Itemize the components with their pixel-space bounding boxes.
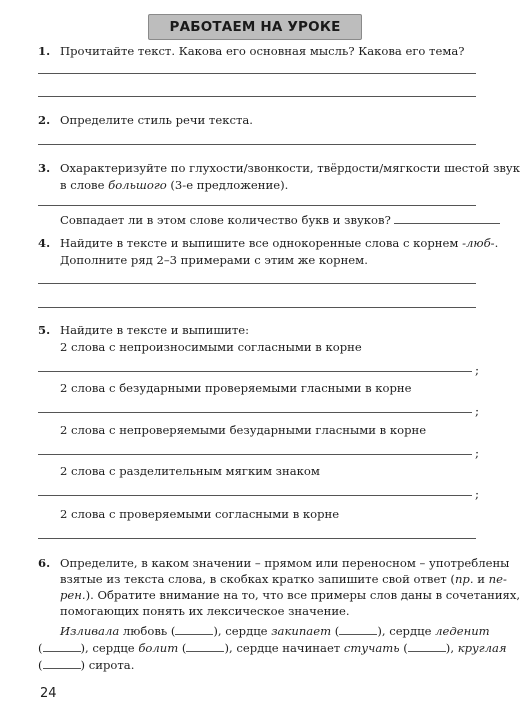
q5-item: 2 слова с непроизносимыми согласными в корне (60, 340, 362, 354)
question-2-text: Определите стиль речи текста. (60, 113, 253, 127)
answer-line[interactable] (38, 73, 476, 74)
target-word: большого (108, 178, 167, 192)
root-morpheme: -люб- (462, 236, 495, 250)
q5-item: 2 слова с безударными проверяемыми гласными в корне (60, 381, 412, 395)
answer-blank[interactable] (43, 658, 81, 669)
answer-blank[interactable] (408, 641, 446, 652)
semicolon: ; (475, 487, 480, 501)
example-line-3: ( ) сирота. (38, 658, 135, 672)
q5-item: 2 слова с проверяемыми согласными в корне (60, 507, 340, 521)
question-6-line-2: взятые из текста слова, в скобках кратко запишите свой ответ (пр. и пе- (60, 572, 507, 586)
question-3-line-2: в слове большого (3-е предложение). (60, 178, 289, 192)
q5-item: 2 слова с непроверяемыми безударными гласными в корне (60, 423, 427, 437)
answer-line[interactable] (38, 495, 472, 496)
answer-blank[interactable] (175, 624, 213, 635)
answer-line[interactable] (38, 144, 476, 145)
question-1-number: 1. (38, 44, 51, 58)
section-title: РАБОТАЕМ НА УРОКЕ (169, 19, 341, 35)
question-4-line-1: Найдите в тексте и выпишите все однокоренные слова с корнем -люб-. (60, 236, 499, 250)
question-5-intro: Найдите в тексте и выпишите: (60, 323, 250, 337)
answer-line[interactable] (38, 307, 476, 308)
question-2-number: 2. (38, 113, 51, 127)
answer-line[interactable] (38, 205, 476, 206)
answer-blank[interactable] (186, 641, 224, 652)
q5-item: 2 слова с разделительным мягким знаком (60, 464, 320, 478)
answer-line[interactable] (38, 454, 472, 455)
semicolon: ; (475, 363, 480, 377)
question-3-line-1: Охарактеризуйте по глухости/звонкости, твёрдости/мягкости шестой звук (60, 161, 520, 175)
answer-blank[interactable] (339, 624, 377, 635)
question-5-number: 5. (38, 323, 51, 337)
answer-line[interactable] (38, 371, 472, 372)
question-6-line-1: Определите, в каком значении – прямом или переносном – употреблены (60, 556, 510, 570)
answer-line[interactable] (38, 96, 476, 97)
example-line-1: Изливала любовь ( ), сердце закипает ( ), сердце леденит (60, 624, 490, 638)
section-header (148, 14, 362, 40)
example-line-2: ( ), сердце болит ( ), сердце начинает стучать ( ), круглая (38, 641, 507, 655)
question-6-line-3: рен.). Обратите внимание на то, что все примеры слов даны в сочетаниях, (60, 588, 520, 602)
page-number: 24 (40, 686, 57, 701)
answer-line[interactable] (38, 283, 476, 284)
question-6-line-4: помогающих понять их лексическое значение. (60, 604, 350, 618)
question-3-sub: Совпадает ли в этом слове количество букв и звуков? (60, 212, 500, 228)
answer-blank[interactable] (43, 641, 81, 652)
answer-line[interactable] (38, 412, 472, 413)
semicolon: ; (475, 404, 480, 418)
question-3-number: 3. (38, 161, 51, 175)
question-4-line-2: Дополните ряд 2–3 примерами с этим же корнем. (60, 253, 368, 267)
question-4-number: 4. (38, 236, 51, 250)
question-6-number: 6. (38, 556, 51, 570)
question-1-text: Прочитайте текст. Какова его основная мысль? Какова его тема? (60, 44, 465, 58)
semicolon: ; (475, 446, 480, 460)
answer-line[interactable] (38, 538, 476, 539)
